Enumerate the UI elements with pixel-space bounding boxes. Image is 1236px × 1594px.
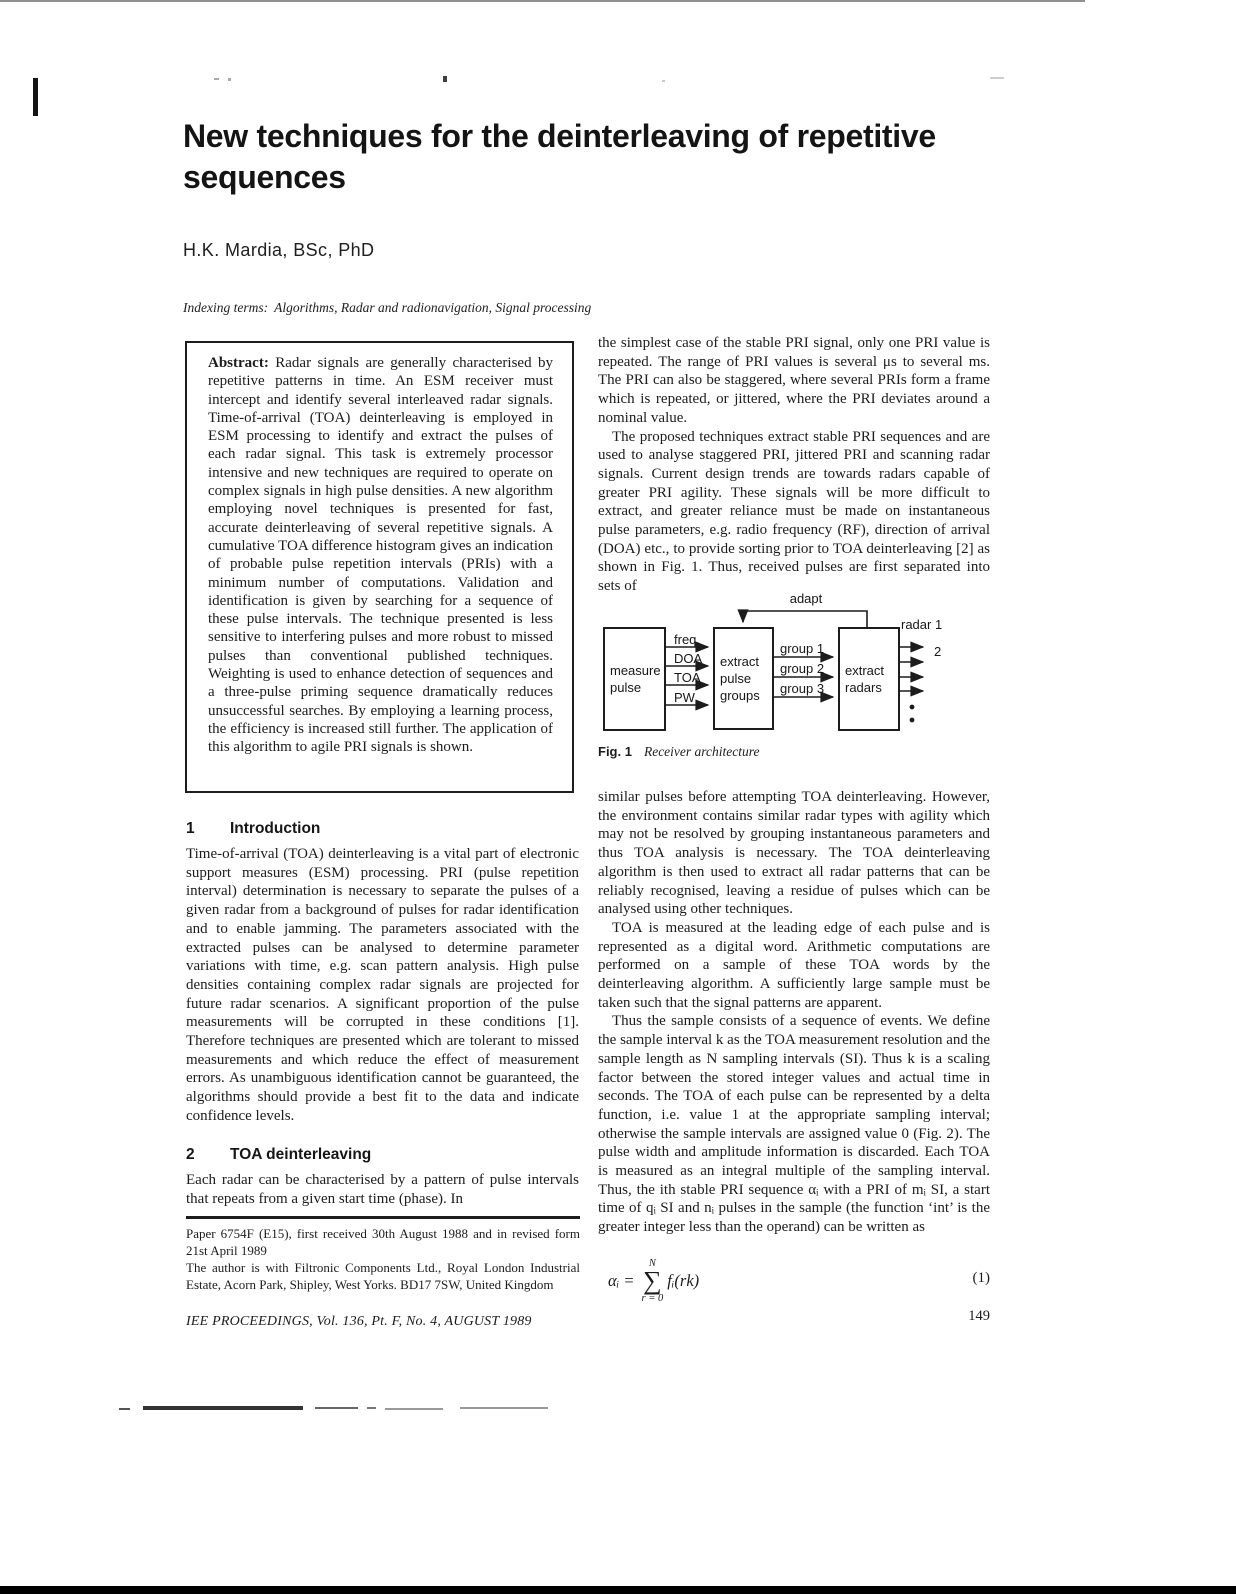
scan-dash: [315, 1407, 358, 1409]
section-title: TOA deinterleaving: [230, 1146, 372, 1163]
equation-body: [608, 1258, 699, 1304]
figure-caption-text: Receiver architecture: [643, 744, 760, 759]
section-number: 1: [186, 820, 195, 837]
equation-lhs: αᵢ =: [608, 1271, 635, 1290]
paper-title: New techniques for the deinterleaving of repetitive sequences: [183, 118, 936, 195]
figure-caption-label: Fig. 1: [598, 744, 632, 759]
adapt-label: adapt: [789, 591, 823, 606]
extract-radars-box: extract radars: [838, 627, 900, 731]
radar1-label: radar 1: [901, 617, 943, 632]
scan-dash: [385, 1408, 443, 1410]
scan-speck: [214, 78, 219, 80]
indexing-terms: [183, 300, 591, 316]
footnote-author-affiliation: The author is with Filtronic Components Ltd., Royal London Industrial Estate, Acorn Park, Shipley, West Yorks. BD17 7SW, United Kingdom: [186, 1260, 580, 1292]
scan-speck: [662, 80, 665, 82]
scan-dash: [119, 1408, 130, 1410]
abstract-box: [185, 341, 574, 793]
summation-symbol: [642, 1258, 664, 1304]
sum-lower-limit: r = 0: [641, 1293, 664, 1304]
body-paragraph: the simplest case of the stable PRI signal, only one PRI value is repeated. The range of PRI values is several μs to several ms. The PRI can also be staggered, where several PRIs form a frame which is repeated, or jittered, where the PRI deviates around a nominal value.: [598, 335, 990, 426]
doa-label: DOA: [674, 651, 703, 666]
journal-footer: IEE PROCEEDINGS, Vol. 136, Pt. F, No. 4, AUGUST 1989: [186, 1314, 532, 1329]
figure-caption: [598, 743, 760, 761]
sum-upper-limit: N: [648, 1258, 656, 1269]
group2-label: group 2: [780, 661, 825, 676]
scan-dash: [367, 1407, 376, 1409]
section-number: 2: [186, 1146, 195, 1163]
sigma-icon: ∑: [643, 1266, 662, 1295]
section-title: Introduction: [230, 820, 321, 837]
freq-label: freq.: [674, 632, 701, 647]
footnote-paper-info: Paper 6754F (E15), first received 30th August 1988 and in revised form 21st April 1989: [186, 1226, 580, 1258]
body-paragraph: TOA is measured at the leading edge of each pulse and is represented as a digital word. Arithmetic computations are performed on a sample of these TOA words by the deinterleaving algorithm. A sufficiently large sample must be taken such that the signal patterns are apparent.: [598, 919, 990, 1011]
equation-rhs: fᵢ(rk): [667, 1271, 700, 1290]
toa-label: TOA: [674, 670, 701, 685]
scan-dash: [143, 1406, 303, 1410]
scan-dash: [460, 1407, 548, 1409]
body-paragraph: similar pulses before attempting TOA deinterleaving. However, the environment contains similar radar types with agility which may not be resolved by grouping instantaneous parameters and thus TOA analysis is necessary. The TOA deinterleaving algorithm is then used to extract all radar patterns that can be reliably recognised, leaving a residue of pulses which can be analysed using other techniques.: [598, 789, 990, 918]
group1-label: group 1: [780, 641, 825, 656]
author: H.K. Mardia, BSc, PhD: [183, 240, 375, 260]
scan-margin-mark: [33, 78, 38, 116]
equation-number: (1): [972, 1270, 990, 1286]
scan-speck: [443, 76, 447, 82]
extract-pulse-groups-box: extract pulse groups: [713, 627, 774, 730]
group3-label: group 3: [780, 681, 825, 696]
page-number: 149: [968, 1308, 990, 1324]
abstract-text: Radar signals are generally characterised by repetitive patterns in time. An ESM receiver must intercept and identify several interleaved radar signals. Time-of-arrival (TOA) deinterleaving is employed in ESM processing to identify and extract the pulses of each radar signal. This task is extremely processor intensive and new techniques are required to operate on complex signals in high pulse densities. A new algorithm employing novel techniques is presented for fast, accurate deinterleaving of several repetitive signals. A cumulative TOA difference histogram gives an indication of probable pulse repetition intervals (PRIs) with a minimum number of computations. Validation and identification is given by searching for a sequence of these pulse intervals. The technique presented is less sensitive to interfering pulses and more robust to missed pulses than conventional published techniques. Weighting is used to enhance detection of sequences and a three-pulse priming sequence dramatically reduces unsuccessful searches. By employing a learning process, the efficiency is increased still further. The application of this algorithm to agile PRI signals is shown.: [208, 355, 553, 756]
indexing-terms-label: Indexing terms:: [183, 300, 269, 315]
section-heading-toa-deinterleaving: [186, 1146, 371, 1164]
figure-1-receiver-architecture: [598, 588, 998, 760]
radar2-label: 2: [934, 644, 942, 659]
body-paragraph: Thus the sample consists of a sequence of events. We define the sample interval k as the TOA measurement resolution and the sample length as N sampling intervals (SI). Thus k is a scaling factor between the stored integer values and actual time in seconds. The TOA of each pulse can be represented by a delta function, i.e. value 1 at the appropriate sampling interval; otherwise the sample intervals are assigned value 0 (Fig. 2). The pulse width and amplitude information is discarded. Each TOA is measured as an integral multiple of the sampling interval. Thus, the ith stable PRI sequence αᵢ with a PRI of mᵢ SI, a start time of qᵢ SI and nᵢ pulses in the sample (the function ‘int’ is the greater integer less than the operand) can be written as: [598, 1013, 990, 1236]
scan-speck: [990, 77, 1004, 79]
equation-1: [598, 1258, 990, 1306]
introduction-paragraph: Time-of-arrival (TOA) deinterleaving is a vital part of electronic support measures (ESM) processing. PRI (pulse repetition interval) determination is necessary to separate the pulses of a given radar from a background of pulses for radar identification and to enable jamming. The parameters associated with the extracted pulses can be analysed to determine parameter variations with time, e.g. scan pattern analysis. High pulse densities containing complex radar signals are projected for future radar scenarios. A significant proportion of the pulse measurements will be corrupted in these conditions [1]. Therefore techniques are presented which are tolerant to missed measurements and which reduce the effect of measurement errors. As unambiguous identification cannot be guaranteed, the algorithms should provide a best fit to the data and indicate confidence levels.: [186, 846, 579, 1124]
indexing-terms-list: Algorithms, Radar and radionavigation, Signal processing: [274, 300, 592, 315]
body-paragraph: The proposed techniques extract stable PRI sequences and are used to analyse staggered PRI, jittered PRI and scanning radar signals. Current design trends are towards radars capable of greater PRI agility. These signals will be more difficult to extract, and greater reliance must be made on instantaneous pulse parameters, e.g. radio frequency (RF), direction of arrival (DOA) etc., to provide sorting prior to TOA deinterleaving [2] as shown in Fig. 1. Thus, received pulses are first separated into sets of: [598, 428, 990, 595]
scan-speck: [228, 78, 231, 81]
right-column-top: [598, 334, 990, 596]
right-column-lower: [598, 788, 990, 1237]
footnote-rule: [186, 1216, 580, 1219]
toa-paragraph: Each radar can be characterised by a pattern of pulse intervals that repeats from a given start time (phase). In: [186, 1172, 579, 1207]
scan-edge-bottom: [0, 1586, 1236, 1594]
section-heading-introduction: [186, 820, 320, 838]
abstract-label: Abstract:: [208, 355, 269, 371]
pw-label: PW: [674, 690, 695, 705]
scan-edge-top: [0, 0, 1085, 2]
measure-pulse-box: measure pulse: [603, 627, 666, 731]
